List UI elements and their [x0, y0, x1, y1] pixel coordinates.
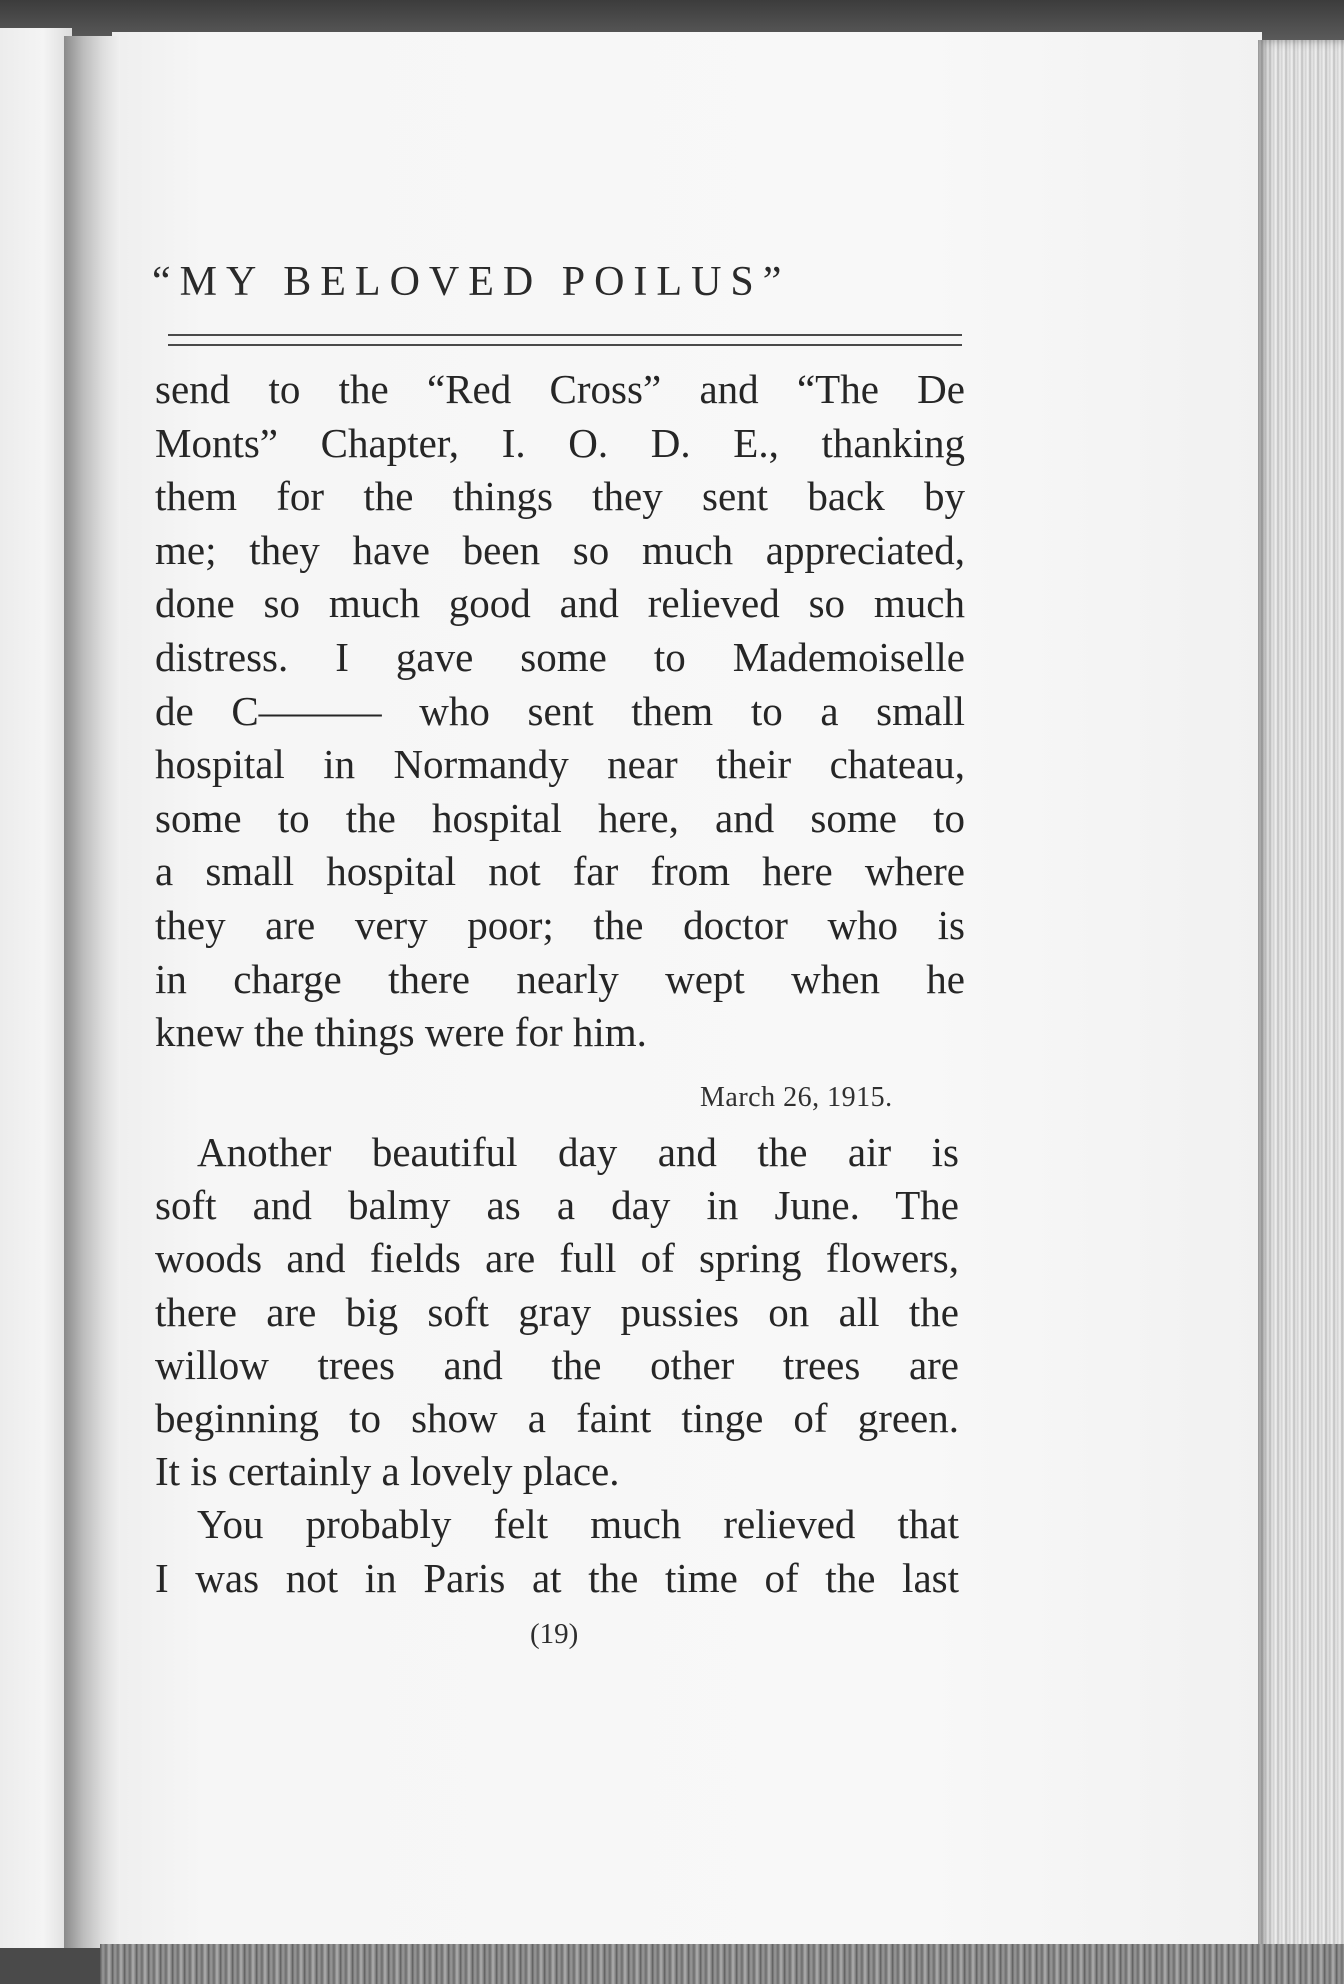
text-line: de C——— who sent them to a small	[155, 687, 965, 734]
paragraph-continued	[155, 363, 965, 1060]
paragraph-letter	[155, 1126, 959, 1605]
page-stack-edge	[1258, 40, 1344, 1984]
text-line: knew the things were for him.	[155, 1009, 647, 1056]
text-line: I was not in Paris at the time of the last	[155, 1554, 959, 1601]
text-line: You probably felt much relieved that	[197, 1501, 959, 1548]
text-line: Monts” Chapter, I. O. D. E., thanking	[155, 419, 965, 466]
text-line: soft and balmy as a day in June. The	[155, 1182, 959, 1229]
text-line: It is certainly a lovely place.	[155, 1448, 620, 1495]
letter-dateline: March 26, 1915.	[700, 1082, 893, 1113]
text-line: me; they have been so much appreciated,	[155, 526, 965, 573]
facing-page-edge	[0, 28, 72, 1948]
page-number: (19)	[530, 1618, 579, 1650]
text-line: some to the hospital here, and some to	[155, 794, 965, 841]
text-line: a small hospital not far from here where	[155, 848, 965, 895]
text-line: woods and fields are full of spring flowers,	[155, 1235, 959, 1282]
text-line: them for the things they sent back by	[155, 473, 965, 520]
text-line: send to the “Red Cross” and “The De	[155, 366, 965, 412]
running-head: “MY BELOVED POILUS”	[152, 259, 791, 305]
page-gutter-shadow	[64, 36, 120, 1948]
header-rule-top	[168, 334, 962, 336]
text-line: beginning to show a faint tinge of green.	[155, 1395, 959, 1442]
text-line: willow trees and the other trees are	[155, 1341, 959, 1388]
page-stack-bottom	[100, 1944, 1344, 1984]
header-rule-bottom	[168, 344, 962, 346]
text-line: in charge there nearly wept when he	[155, 955, 965, 1002]
text-line: done so much good and relieved so much	[155, 580, 965, 627]
text-line: Another beautiful day and the air is	[197, 1129, 959, 1175]
text-line: hospital in Normandy near their chateau,	[155, 741, 965, 788]
text-line: there are big soft gray pussies on all the	[155, 1288, 959, 1335]
text-line: they are very poor; the doctor who is	[155, 901, 965, 948]
text-line: distress. I gave some to Mademoiselle	[155, 633, 965, 680]
